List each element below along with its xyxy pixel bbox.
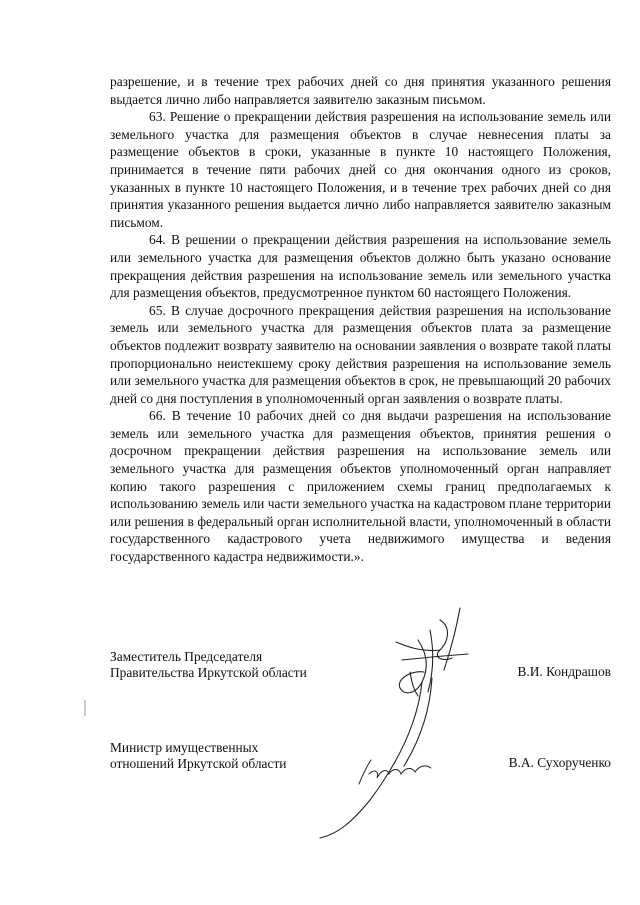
signatory-title-line: отношений Иркутской области bbox=[110, 755, 287, 771]
signatory-name: В.А. Сухорученко bbox=[508, 755, 611, 770]
body-text bbox=[110, 73, 611, 566]
paragraph-continuation: разрешение, и в течение трех рабочих дней со дня принятия указанного решения выдается лично либо направляется заявителю заказным письмом. bbox=[110, 74, 611, 107]
signatory-title bbox=[110, 740, 286, 771]
signatory-title-line: Заместитель Председателя bbox=[110, 649, 263, 664]
paragraph-65: 65. В случае досрочного прекращения действия разрешения на использование земель или земельного участка для размещения объектов плата за размещение объектов подлежит возврату заявителю на основании заявления о возврате такой платы пропорционально неистекшему сроку действия разрешения на использование земель или земельного участка для размещения объектов в срок, не превышающий 20 рабочих дней со дня поступления в уполномоченный орган заявления о возврате платы. bbox=[110, 302, 611, 406]
margin-mark bbox=[84, 700, 86, 716]
paragraph-64: 64. В решении о прекращении действия разрешения на использование земель или земельного участка для размещения объектов должно быть указано основание прекращения действия разрешения на использование земель или земельного участка для размещения объектов, предусмотренное пунктом 60 настоящего Положения. bbox=[110, 232, 611, 301]
signatory-name: В.И. Кондрашов bbox=[517, 664, 611, 679]
paragraph-66: 66. В течение 10 рабочих дней со дня выдачи разрешения на использование земель или земельного участка для размещения объектов, принятия решения о досрочном прекращении действия разрешения на использование земель или земельного участка для размещения объектов уполномоченный орган направляет копию такого разрешения с приложением схемы границ предполагаемых к использованию земель или части земельного участка на кадастровом плане территории или решения в федеральный орган исполнительной власти, уполномоченный в области государственного кадастрового учета недвижимого имущества и ведения государственного кадастра недвижимости.». bbox=[110, 408, 611, 565]
paragraph-63: 63. Решение о прекращении действия разрешения на использование земель или земельного участка для размещения объектов в случае невнесения платы за размещение объектов в сроки, указанные в пункте 10 настоящего Положения, принимается в течение пяти рабочих дней со дня окончания одного из сроков, указанных в пункте 10 настоящего Положения, и в течение трех рабочих дней со дня принятия указанного решения выдается лично либо направляется заявителю заказным письмом. bbox=[110, 109, 611, 230]
signatory-title-line: Министр имущественных bbox=[110, 740, 259, 755]
handwritten-signature bbox=[300, 600, 500, 840]
signatory-title-line: Правительства Иркутской области bbox=[110, 664, 307, 680]
signatory-title bbox=[110, 649, 307, 680]
handwritten-initials bbox=[355, 750, 435, 790]
